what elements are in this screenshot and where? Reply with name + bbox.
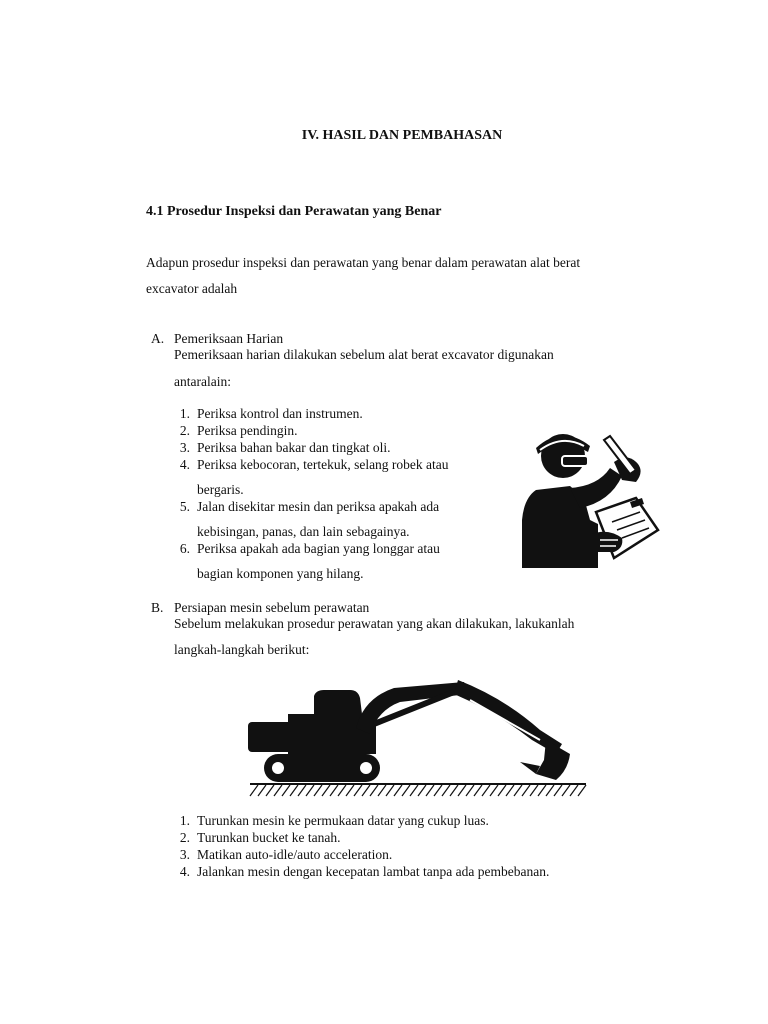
list-a-item-1: Periksa kontrol dan instrumen. [197,406,363,421]
list-b-item-4: Jalankan mesin dengan kecepatan lambat tanpa ada pembebanan. [197,864,550,879]
list-a-item-4-cont: bergaris. [197,482,244,497]
section-b-letter: B. [151,600,164,615]
list-a-num-5: 5. [179,499,190,514]
list-b-num-4: 4. [179,864,190,879]
section-heading: 4.1 Prosedur Inspeksi dan Perawatan yang Benar [146,204,442,219]
list-a-num-1: 1. [179,406,190,421]
section-a-desc-1: Pemeriksaan harian dilakukan sebelum alat berat excavator digunakan [174,347,554,362]
list-a-num-6: 6. [179,541,190,556]
page-title: IV. HASIL DAN PEMBAHASAN [301,128,503,143]
list-a-num-4: 4. [179,457,190,472]
list-a-num-2: 2. [179,423,190,438]
list-a-item-5-cont: kebisingan, panas, dan lain sebagainya. [197,524,410,539]
section-a-title: Pemeriksaan Harian [174,331,284,346]
list-a-item-3: Periksa bahan bakar dan tingkat oli. [197,440,391,455]
section-a-letter: A. [151,331,165,346]
list-a-item-6: Periksa apakah ada bagian yang longgar atau [197,541,440,556]
section-a-desc-2: antaralain: [174,374,231,389]
list-a-item-5: Jalan disekitar mesin dan periksa apakah ada [197,499,440,514]
list-b-num-3: 3. [179,847,190,862]
intro-line-1: Adapun prosedur inspeksi dan perawatan yang benar dalam perawatan alat berat [146,255,581,270]
list-b-item-3: Matikan auto-idle/auto acceleration. [197,847,393,862]
inspector-with-clipboard-icon [518,428,663,571]
section-b-desc-1: Sebelum melakukan prosedur perawatan yang akan dilakukan, lakukanlah [174,616,575,631]
list-a-num-3: 3. [179,440,190,455]
list-a-item-2: Periksa pendingin. [197,423,298,438]
section-b-desc-2: langkah-langkah berikut: [174,642,310,657]
list-a-item-6-cont: bagian komponen yang hilang. [197,566,364,581]
list-b-num-1: 1. [179,813,190,828]
intro-line-2: excavator adalah [146,281,238,296]
list-a-item-4: Periksa kebocoran, tertekuk, selang robek atau [197,457,449,472]
excavator-icon [244,678,590,800]
section-b-title: Persiapan mesin sebelum perawatan [174,600,370,615]
list-b-item-2: Turunkan bucket ke tanah. [197,830,341,845]
list-b-item-1: Turunkan mesin ke permukaan datar yang cukup luas. [197,813,489,828]
list-b-num-2: 2. [179,830,190,845]
